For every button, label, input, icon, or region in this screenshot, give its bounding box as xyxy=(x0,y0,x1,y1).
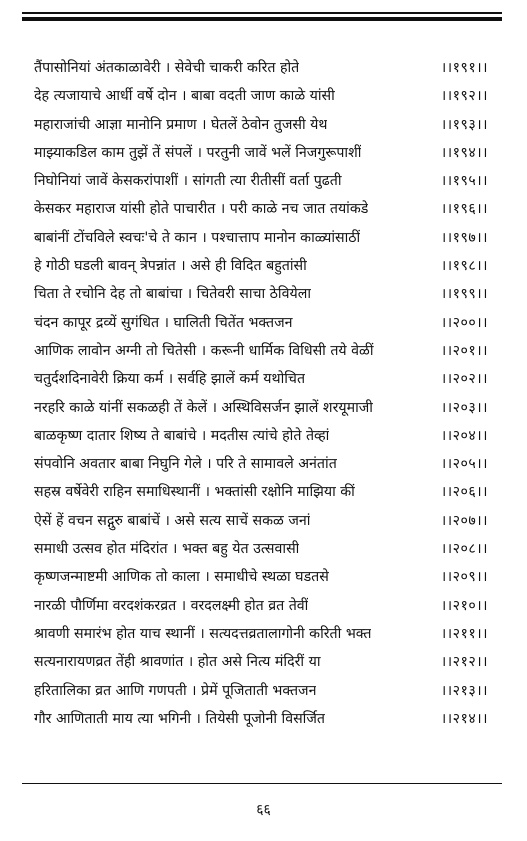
verse-number: ।।२०५।। xyxy=(440,456,488,473)
verse-number: ।।२०१।। xyxy=(440,342,488,359)
verse-line xyxy=(34,111,488,139)
verse-line xyxy=(34,563,488,591)
verse-line xyxy=(34,54,488,82)
verse-text: तैंपासोनियां अंतकाळावेरी । सेवेची चाकरी करित होते xyxy=(34,60,300,76)
verse-number: ।।१९६।। xyxy=(440,201,488,218)
verse-line xyxy=(34,535,488,563)
verse-text: देह त्यजायाचे आर्धी वर्षे दोन । बाबा वदती जाण काळे यांसी xyxy=(34,88,335,105)
verse-line xyxy=(34,309,488,337)
verse-number: ।।२०६।। xyxy=(440,484,488,501)
verse-line xyxy=(34,648,488,676)
page-number: ६६ xyxy=(256,802,271,818)
verse-number: ।।२०४।। xyxy=(440,427,488,444)
verse-line xyxy=(34,507,488,535)
verse-text: नरहरि काळे यांनीं सकळही तें केलें । अस्थिविसर्जन झालें शरयूमाजी xyxy=(34,399,373,416)
verse-line xyxy=(34,478,488,506)
top-rule-thick xyxy=(22,17,502,21)
verse-text: सत्यनारायणव्रत तेंही श्रावणांत । होत असे नित्य मंदिरीं या xyxy=(34,654,321,671)
verse-text: बाबांनीं टोंचविले स्वचः'चे ते कान । पश्चात्ताप मानोन काळ्यांसाठीं xyxy=(34,229,361,246)
verse-line xyxy=(34,365,488,393)
verse-line xyxy=(34,422,488,450)
verse-number: ।।२११।। xyxy=(440,625,488,642)
verse-text: चंदन कापूर द्रव्यें सुगंधित । घालिती चितेंत भक्तजन xyxy=(34,314,293,331)
verse-number: ।।१९८।। xyxy=(440,258,488,275)
verse-line xyxy=(34,620,488,648)
verse-number: ।।२०८।। xyxy=(440,541,488,558)
verse-text: महाराजांची आज्ञा मानोनि प्रमाण । घेतलें ठेवोन तुजसी येथ xyxy=(34,116,328,133)
verse-number: ।।२१०।। xyxy=(440,597,488,614)
verse-text: श्रावणी समारंभ होत याच स्थानीं । सत्यदत्तव्रतालागोनी करिती भक्त xyxy=(34,625,372,642)
verse-number: ।।१९५।। xyxy=(440,173,488,190)
verse-line xyxy=(34,280,488,308)
verse-line xyxy=(34,167,488,195)
verse-line xyxy=(34,592,488,620)
verse-text: आणिक लावोन अग्नी तो चितेसी । करूनी धार्मिक विधिसी तये वेळीं xyxy=(34,342,374,359)
verse-line xyxy=(34,677,488,705)
verse-text: ऐसें हें वचन सद्गुरु बाबांचें । असे सत्य साचें सकळ जनां xyxy=(34,512,311,529)
verse-text: चिता ते रचोनि देह तो बाबांचा । चितेवरी साचा ठेवियेला xyxy=(34,286,312,303)
verse-number: ।।२०९।। xyxy=(440,569,488,586)
verse-line xyxy=(34,252,488,280)
top-rule-thin xyxy=(22,12,502,14)
verse-number: ।।१९१।। xyxy=(440,60,488,76)
verse-number: ।।१९७।। xyxy=(440,229,488,246)
verse-list xyxy=(34,54,488,733)
verse-text: गौर आणिताती माय त्या भगिनी । तियेसी पूजोनी विसर्जित xyxy=(34,710,325,727)
verse-line xyxy=(34,195,488,223)
verse-text: संपवोनि अवतार बाबा निघुनि गेले । परि ते सामावले अनंतांत xyxy=(34,456,337,473)
verse-text: हरितालिका व्रत आणि गणपती । प्रेमें पूजिताती भक्तजन xyxy=(34,682,317,699)
verse-number: ।।२०७।। xyxy=(440,512,488,529)
verse-line xyxy=(34,139,488,167)
verse-text: सहस्र वर्षेवेरी राहिन समाधिस्थानीं । भक्तांसी रक्षोनि माझिया कीं xyxy=(34,484,355,501)
verse-text: माझ्याकडिल काम तुझें तें संपलें । परतुनी जावें भलें निजगुरूपाशीं xyxy=(34,144,362,161)
verse-text: बाळकृष्ण दातार शिष्य ते बाबांचे । मदतीस त्यांचे होते तेव्हां xyxy=(34,427,330,444)
verse-line xyxy=(34,224,488,252)
verse-line xyxy=(34,705,488,733)
verse-number: ।।१९४।। xyxy=(440,144,488,161)
verse-line xyxy=(34,394,488,422)
verse-number: ।।१९९।। xyxy=(440,286,488,303)
verse-number: ।।२०२।। xyxy=(440,371,488,388)
verse-text: नारळी पौर्णिमा वरदशंकरव्रत । वरदलक्ष्मी होत व्रत तेवीं xyxy=(34,597,309,614)
verse-line xyxy=(34,82,488,110)
verse-number: ।।२१३।। xyxy=(440,682,488,699)
verse-number: ।।२१२।। xyxy=(440,654,488,671)
verse-text: केसकर महाराज यांसी होते पाचारीत । परी काळे नच जात तयांकडे xyxy=(34,201,369,218)
bottom-rule xyxy=(22,783,502,784)
verse-text: कृष्णजन्माष्टमी आणिक तो काला । समाधीचे स्थळा घडतसे xyxy=(34,569,329,586)
verse-number: ।।२१४।। xyxy=(440,710,488,727)
verse-line xyxy=(34,450,488,478)
verse-text: हे गोठी घडली बावन् त्रेपन्नांत । असे ही विदित बहुतांसी xyxy=(34,258,307,275)
verse-number: ।।२००।। xyxy=(440,314,488,331)
verse-text: निघोनियां जावें केसकरांपाशीं । सांगती त्या रीतीसीं वर्ता पुढती xyxy=(34,173,342,190)
verse-line xyxy=(34,337,488,365)
verse-text: चतुर्दशदिनावेरी क्रिया कर्म । सर्वहि झालें कर्म यथोचित xyxy=(34,371,306,388)
verse-number: ।।१९३।। xyxy=(440,116,488,133)
verse-number: ।।१९२।। xyxy=(440,88,488,105)
verse-number: ।।२०३।। xyxy=(440,399,488,416)
verse-text: समाधी उत्सव होत मंदिरांत । भक्त बहु येत उत्सवासी xyxy=(34,541,300,558)
